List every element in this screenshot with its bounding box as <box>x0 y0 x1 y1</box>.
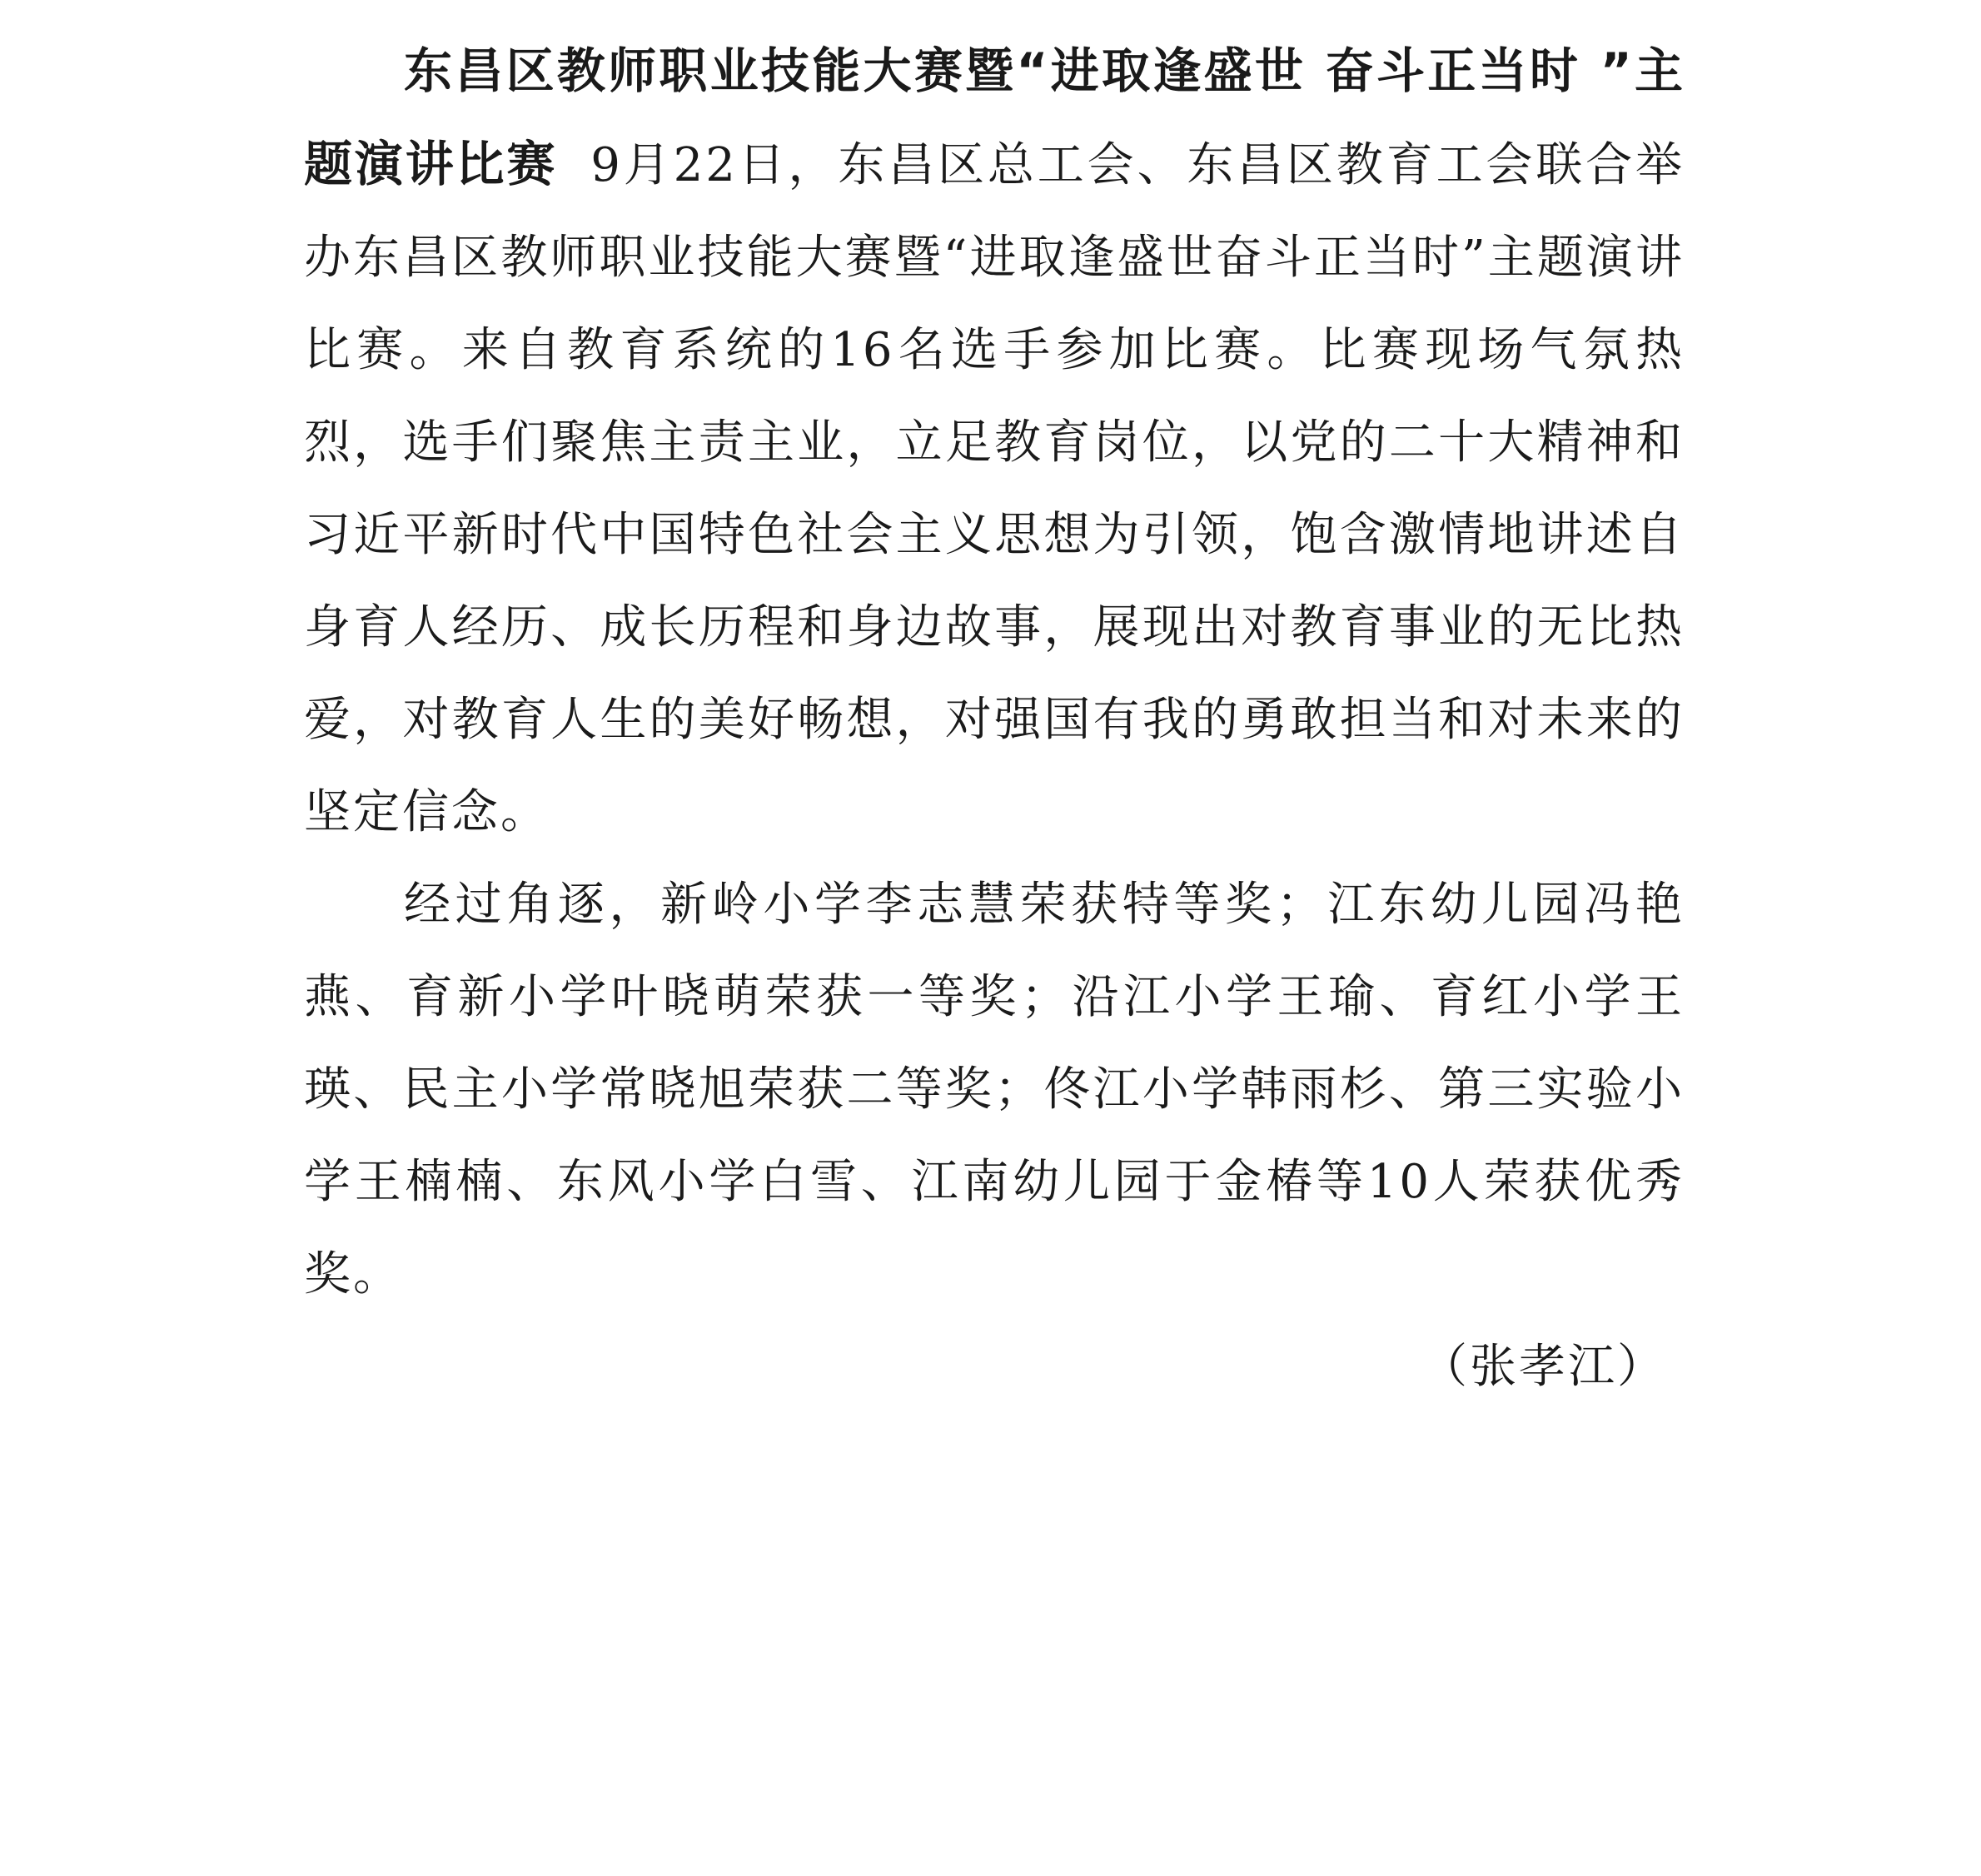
article-byline: （张孝江） <box>1421 1340 1666 1394</box>
article <box>304 25 1685 1413</box>
article-paragraph-2: 经过角逐，新岭小学李志慧荣获特等奖；江东幼儿园冯艳燕、育新小学叶晓萌荣获一等奖；沿江小学王瑜、育红小学王瑛、民主小学常晓旭荣获二等奖；佟江小学韩雨杉、第三实验小学王楠楠、东风小学白雪、江南幼儿园于金椿等10人荣获优秀奖。 <box>304 878 1685 1301</box>
article-paragraph-1 <box>304 25 1685 858</box>
article-headline: 东昌区教师职业技能大赛暨“进取逢盛世 奋斗正当时 ”主题演讲比赛 <box>304 42 1685 192</box>
article-body-1: 9月22日，东昌区总工会、东昌区教育工会联合举办东昌区教师职业技能大赛暨“进取逢盛世奋斗正当时”主题演讲比赛。来自教育系统的16名选手参加比赛。比赛现场气氛热烈，选手们聚焦主责主业，立足教育岗位，以党的二十大精神和习近平新时代中国特色社会主义思想为引领，饱含激情地讲述自身育人经历、成长历程和身边故事，展现出对教育事业的无比热爱，对教育人生的美好畅想，对强国有我的勇敢担当和对未来的坚定信念。 <box>304 138 1685 839</box>
